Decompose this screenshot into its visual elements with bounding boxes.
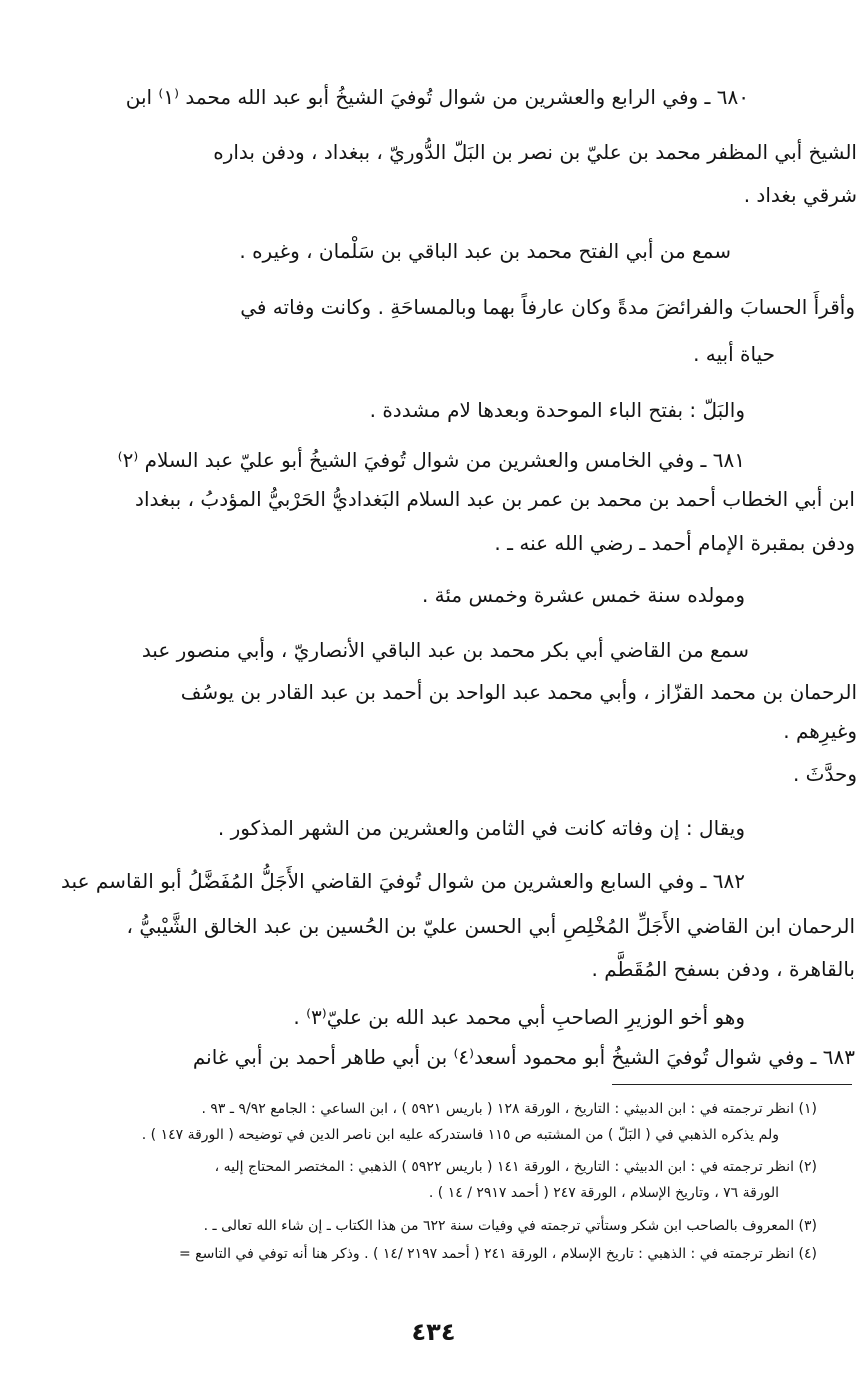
footnote-2-line-1: (٢) انظر ترجمته في : ابن الدبيثي : التاريخ ، الورقة ١٤١ ( باريس ٥٩٢٢ ) الذهبي : المختصر المحتاج إليه ، [214,1159,817,1175]
entry-682-line-2: الرحمان ابن القاضي الأَجَلِّ المُخْلِصِ أبي الحسن عليّ بن الحُسين بن عبد الخالق الشَّيْبيُّ ، [126,914,855,938]
entry-681-line-1: ٦٨١ ـ وفي الخامس والعشرين من شوال تُوفيَ الشيخُ أبو عليّ عبد السلام ⁽٢⁾ [117,448,745,472]
page-number: ٤٣٤ [411,1318,456,1346]
entry-680-taught-2: حياة أبيه . [693,342,775,366]
footnote-2-line-2: الورقة ٧٦ ، وتاريخ الإسلام ، الورقة ٢٤٧ ( أحمد ٢٩١٧ / ١٤ ) . [428,1185,779,1201]
entry-680-taught-1: وأقرأَ الحسابَ والفرائضَ مدةً وكان عارفاً بهما وبالمساحَةِ . وكانت وفاته في [240,295,855,319]
entry-681-line-2: ابن أبي الخطاب أحمد بن محمد بن عمر بن عبد السلام البَغداديُّ الحَرْبيُّ المؤدبُ ، ببغداد [135,487,855,511]
entry-680-heard: سمع من أبي الفتح محمد بن عبد الباقي بن سَلْمان ، وغيره . [239,239,731,263]
footnote-1-line-2: ولم يذكره الذهبي في ( البَلّ ) من المشتبه ص ١١٥ فاستدركه عليه ابن ناصر الدين في توضيحه ( الورقة ١٤٧ ) . [141,1127,779,1143]
footnote-1-line-1: (١) انظر ترجمته في : ابن الدبيثي : التاريخ ، الورقة ١٢٨ ( باريس ٥٩٢١ ) ، ابن الساعي : الجامع ٩/٩٢ ـ ٩٣ . [201,1101,817,1117]
entry-681-heard-2: الرحمان بن محمد القزّاز ، وأبي محمد عبد الواحد بن أحمد بن عبد القادر بن يوسُف [180,680,857,704]
entry-680-line-3: شرقي بغداد . [743,183,857,207]
entry-680-line-1: ٦٨٠ ـ وفي الرابع والعشرين من شوال تُوفيَ الشيخُ أبو عبد الله محمد ⁽١⁾ ابن [125,85,749,109]
entry-680-note-bal: والبَلّ : بفتح الباء الموحدة وبعدها لام مشددة . [369,398,745,422]
entry-681-said: ويقال : إن وفاته كانت في الثامن والعشرين من الشهر المذكور . [217,816,745,840]
entry-680-line-2: الشيخ أبي المظفر محمد بن عليّ بن نصر بن البَلّ الدُّوريّ ، ببغداد ، ودفن بداره [213,140,857,164]
entry-681-line-3: ودفن بمقبرة الإمام أحمد ـ رضي الله عنه ـ . [494,531,855,555]
entry-682-brother: وهو أخو الوزيرِ الصاحبِ أبي محمد عبد الله بن عليّ⁽٣⁾ . [293,1005,745,1029]
entry-681-born: ومولده سنة خمس عشرة وخمس مئة . [421,583,745,607]
footnote-separator [612,1084,852,1085]
entry-681-heard-3: وغيرِهم . [783,719,857,743]
entry-682-line-1: ٦٨٢ ـ وفي السابع والعشرين من شوال تُوفيَ القاضي الأَجَلُّ المُفَضَّلُ أبو القاسم عبد [61,869,745,893]
entry-682-line-3: بالقاهرة ، ودفن بسفح المُقَطَّم . [591,957,855,981]
footnote-3: (٣) المعروف بالصاحب ابن شكر وستأتي ترجمته في وفيات سنة ٦٢٢ من هذا الكتاب ـ إن شاء الله تعالى ـ . [203,1218,817,1234]
entry-681-heard-1: سمع من القاضي أبي بكر محمد بن عبد الباقي الأنصاريّ ، وأبي منصور عبد [141,638,749,662]
entry-683-line-1: ٦٨٣ ـ وفي شوال تُوفيَ الشيخُ أبو محمود أسعد⁽٤⁾ بن أبي طاهر أحمد بن أبي غانم [192,1045,855,1069]
entry-681-narrated: وحدَّثَ . [792,762,857,786]
footnote-4: (٤) انظر ترجمته في : الذهبي : تاريخ الإسلام ، الورقة ٢٤١ ( أحمد ٢١٩٧ /١٤ ) . وذكر هنا أنه توفي في التاسع = [178,1246,817,1262]
